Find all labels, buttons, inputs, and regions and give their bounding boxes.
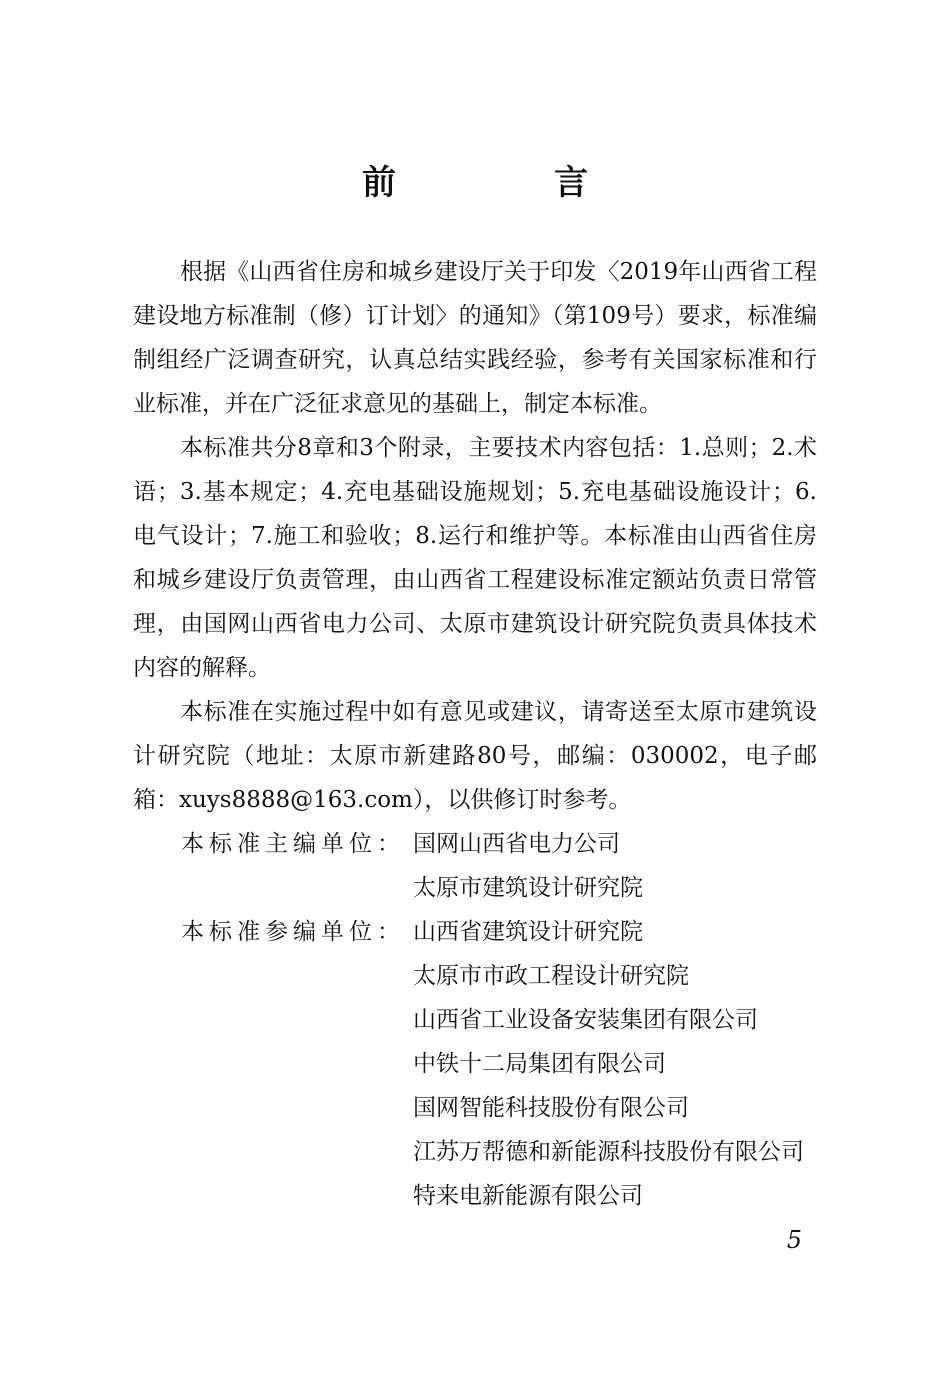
drafting-units (181, 822, 821, 1218)
participating-unit-item: 山西省工业设备安装集团有限公司 (413, 1007, 758, 1033)
chief-units-list (413, 822, 643, 910)
participating-unit-item: 江苏万帮德和新能源科技股份有限公司 (413, 1139, 804, 1165)
participating-unit-item: 特来电新能源有限公司 (413, 1183, 643, 1209)
chief-unit-item: 国网山西省电力公司 (413, 831, 620, 857)
paragraph-contents: 本标准共分8章和3个附录，主要技术内容包括：1.总则；2.术语；3.基本规定；4.充电基础设施规划；5.充电基础设施设计；6.电气设计；7.施工和验收；8.运行和维护等。本标准由山西省住房和城乡建设厅负责管理，由山西省工程建设标准定额站负责日常管理，由国网山西省电力公司、太原市建筑设计研究院负责具体技术内容的解释。 (133, 435, 817, 681)
paragraph-basis: 根据《山西省住房和城乡建设厅关于印发〈2019年山西省工程建设地方标准制（修）订计划〉的通知》（第109号）要求，标准编制组经广泛调查研究，认真总结实践经验，参考有关国家标准和行业标准，并在广泛征求意见的基础上，制定本标准。 (133, 259, 817, 417)
chief-unit-item: 太原市建筑设计研究院 (413, 875, 643, 901)
page-number: 5 (786, 1226, 802, 1254)
participating-units-label: 本标准参编单位： (181, 919, 405, 945)
participating-units-group (181, 910, 821, 1218)
participating-unit-item: 太原市市政工程设计研究院 (413, 963, 689, 989)
preface-body (133, 250, 817, 822)
chief-units-label: 本标准主编单位： (181, 831, 405, 857)
participating-units-list (413, 910, 804, 1218)
participating-unit-item: 中铁十二局集团有限公司 (413, 1051, 666, 1077)
chief-units-group (181, 822, 821, 910)
page-title: 前 言 (362, 163, 650, 203)
participating-unit-item: 山西省建筑设计研究院 (413, 919, 643, 945)
paragraph-feedback: 本标准在实施过程中如有意见或建议，请寄送至太原市建筑设计研究院（地址：太原市新建路80号，邮编：030002，电子邮箱：xuys8888@163.com），以供修订时参考。 (133, 699, 817, 813)
participating-unit-item: 国网智能科技股份有限公司 (413, 1095, 689, 1121)
